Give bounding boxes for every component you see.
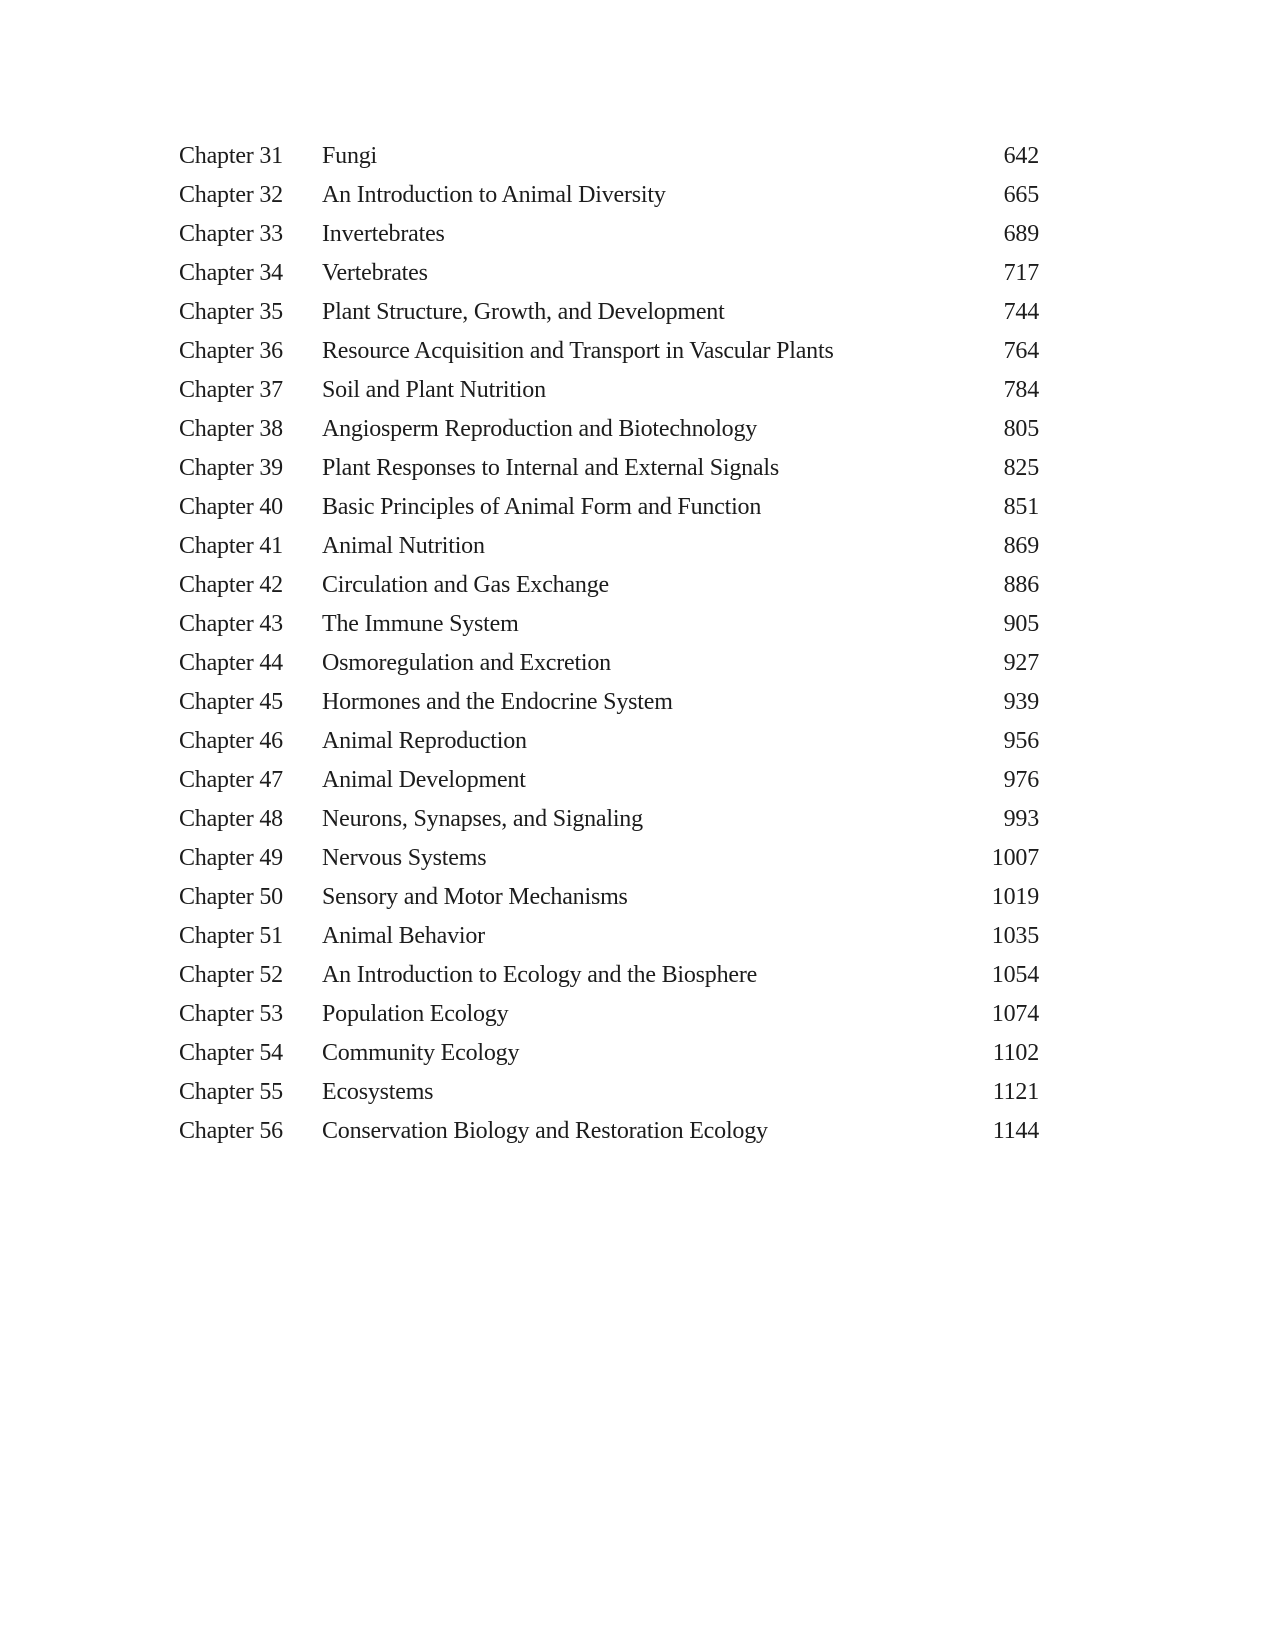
chapter-page-number: 764 xyxy=(1003,338,1039,364)
toc-row xyxy=(179,449,1039,488)
chapter-label: Chapter 41 xyxy=(179,533,283,559)
toc-row xyxy=(179,878,1039,917)
chapter-page-number: 825 xyxy=(1003,455,1039,481)
chapter-label: Chapter 37 xyxy=(179,377,283,403)
chapter-page-number: 717 xyxy=(1003,260,1039,286)
chapter-label: Chapter 47 xyxy=(179,767,283,793)
chapter-label: Chapter 56 xyxy=(179,1118,283,1144)
chapter-page-number: 1074 xyxy=(991,1001,1039,1027)
chapter-title: Ecosystems xyxy=(322,1079,434,1105)
chapter-page-number: 905 xyxy=(1003,611,1039,637)
chapter-page-number: 956 xyxy=(1003,728,1039,754)
chapter-label: Chapter 52 xyxy=(179,962,283,988)
toc-row xyxy=(179,566,1039,605)
toc-row xyxy=(179,215,1039,254)
chapter-page-number: 744 xyxy=(1003,299,1039,325)
chapter-title: Angiosperm Reproduction and Biotechnology xyxy=(322,416,758,442)
chapter-label: Chapter 32 xyxy=(179,182,283,208)
toc-row xyxy=(179,761,1039,800)
chapter-page-number: 665 xyxy=(1003,182,1039,208)
chapter-label: Chapter 38 xyxy=(179,416,283,442)
chapter-page-number: 1102 xyxy=(992,1040,1039,1066)
chapter-page-number: 976 xyxy=(1003,767,1039,793)
toc-row xyxy=(179,332,1039,371)
chapter-title: Population Ecology xyxy=(322,1001,509,1027)
chapter-label: Chapter 55 xyxy=(179,1079,283,1105)
chapter-page-number: 805 xyxy=(1003,416,1039,442)
toc-row xyxy=(179,371,1039,410)
chapter-page-number: 784 xyxy=(1003,377,1039,403)
toc-row xyxy=(179,800,1039,839)
chapter-label: Chapter 49 xyxy=(179,845,283,871)
toc-list xyxy=(179,137,1039,1151)
chapter-title: Animal Nutrition xyxy=(322,533,485,559)
chapter-page-number: 886 xyxy=(1003,572,1039,598)
chapter-title: Circulation and Gas Exchange xyxy=(322,572,609,598)
chapter-title: Plant Responses to Internal and External Signals xyxy=(322,455,779,481)
chapter-page-number: 1144 xyxy=(992,1118,1039,1144)
chapter-page-number: 851 xyxy=(1003,494,1039,520)
chapter-title: Animal Behavior xyxy=(322,923,485,949)
chapter-page-number: 1054 xyxy=(991,962,1039,988)
toc-row xyxy=(179,917,1039,956)
chapter-title: Soil and Plant Nutrition xyxy=(322,377,546,403)
chapter-label: Chapter 46 xyxy=(179,728,283,754)
chapter-label: Chapter 31 xyxy=(179,143,283,169)
chapter-title: The Immune System xyxy=(322,611,519,637)
chapter-label: Chapter 45 xyxy=(179,689,283,715)
toc-row xyxy=(179,1073,1039,1112)
chapter-label: Chapter 40 xyxy=(179,494,283,520)
chapter-title: Fungi xyxy=(322,143,378,169)
toc-row xyxy=(179,644,1039,683)
chapter-label: Chapter 54 xyxy=(179,1040,283,1066)
toc-row xyxy=(179,410,1039,449)
toc-row xyxy=(179,176,1039,215)
chapter-page-number: 1121 xyxy=(992,1079,1039,1105)
toc-row xyxy=(179,137,1039,176)
chapter-title: An Introduction to Ecology and the Biosphere xyxy=(322,962,758,988)
toc-row xyxy=(179,293,1039,332)
chapter-title: Sensory and Motor Mechanisms xyxy=(322,884,628,910)
chapter-title: An Introduction to Animal Diversity xyxy=(322,182,666,208)
chapter-title: Conservation Biology and Restoration Ecology xyxy=(322,1118,768,1144)
chapter-page-number: 1007 xyxy=(991,845,1039,871)
chapter-title: Animal Development xyxy=(322,767,526,793)
chapter-page-number: 1019 xyxy=(991,884,1039,910)
chapter-title: Nervous Systems xyxy=(322,845,487,871)
toc-row xyxy=(179,956,1039,995)
chapter-label: Chapter 43 xyxy=(179,611,283,637)
chapter-page-number: 927 xyxy=(1003,650,1039,676)
toc-row xyxy=(179,839,1039,878)
chapter-title: Animal Reproduction xyxy=(322,728,527,754)
chapter-page-number: 1035 xyxy=(991,923,1039,949)
chapter-title: Plant Structure, Growth, and Development xyxy=(322,299,725,325)
chapter-label: Chapter 44 xyxy=(179,650,283,676)
toc-row xyxy=(179,527,1039,566)
toc-row xyxy=(179,722,1039,761)
chapter-title: Basic Principles of Animal Form and Function xyxy=(322,494,762,520)
chapter-title: Hormones and the Endocrine System xyxy=(322,689,673,715)
chapter-label: Chapter 35 xyxy=(179,299,283,325)
chapter-title: Resource Acquisition and Transport in Vascular Plants xyxy=(322,338,834,364)
toc-row xyxy=(179,1112,1039,1151)
chapter-page-number: 869 xyxy=(1003,533,1039,559)
toc-row xyxy=(179,1034,1039,1073)
toc-row xyxy=(179,683,1039,722)
toc-row xyxy=(179,488,1039,527)
chapter-title: Invertebrates xyxy=(322,221,445,247)
chapter-label: Chapter 42 xyxy=(179,572,283,598)
chapter-title: Vertebrates xyxy=(322,260,428,286)
chapter-page-number: 993 xyxy=(1003,806,1039,832)
chapter-label: Chapter 53 xyxy=(179,1001,283,1027)
chapter-title: Community Ecology xyxy=(322,1040,520,1066)
chapter-label: Chapter 39 xyxy=(179,455,283,481)
chapter-label: Chapter 36 xyxy=(179,338,283,364)
chapter-page-number: 689 xyxy=(1003,221,1039,247)
chapter-label: Chapter 34 xyxy=(179,260,283,286)
chapter-label: Chapter 51 xyxy=(179,923,283,949)
toc-row xyxy=(179,605,1039,644)
chapter-title: Osmoregulation and Excretion xyxy=(322,650,611,676)
toc-row xyxy=(179,254,1039,293)
chapter-page-number: 642 xyxy=(1003,143,1039,169)
chapter-label: Chapter 48 xyxy=(179,806,283,832)
chapter-title: Neurons, Synapses, and Signaling xyxy=(322,806,643,832)
chapter-label: Chapter 33 xyxy=(179,221,283,247)
toc-row xyxy=(179,995,1039,1034)
chapter-page-number: 939 xyxy=(1003,689,1039,715)
chapter-label: Chapter 50 xyxy=(179,884,283,910)
